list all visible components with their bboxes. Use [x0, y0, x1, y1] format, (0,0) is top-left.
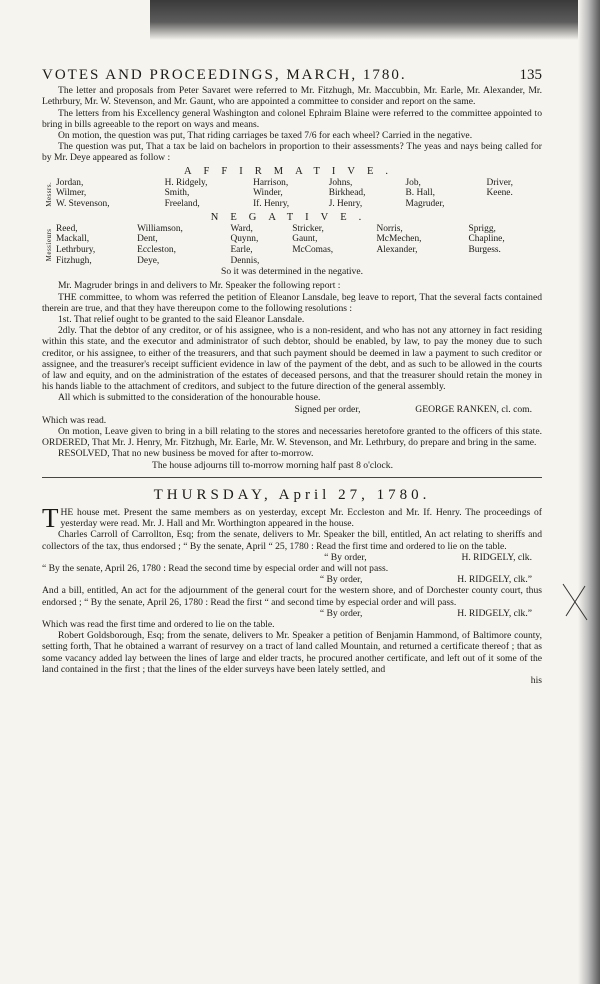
report-submitted: All which is submitted to the consideration of the honourable house. [58, 392, 321, 404]
by-order-label: “ By order, [324, 551, 367, 563]
drop-cap: T [42, 503, 59, 534]
affirmative-heading: AFFIRMATIVE. [183, 165, 401, 177]
name-cell: Dennis, [230, 255, 260, 266]
clerk-name: H. RIDGELY, clk. [461, 551, 532, 563]
report-body: THE committee, to whom was referred the petition of Eleanor Lansdale, beg leave to report, That the several facts contained therein are true, and that they have thereupon come to the following resolutions : [42, 291, 542, 314]
scan-shadow-right [578, 0, 600, 984]
report-signature [42, 404, 542, 415]
name-cell [485, 199, 542, 210]
name-cell: Ward, [230, 223, 253, 234]
name-cell: Alexander, [376, 245, 418, 255]
name-cell: Quynn, [230, 234, 259, 245]
catchword: his [530, 675, 542, 687]
paragraph-stores-bill: On motion, Leave given to bring in a bill relating to the stores and necessaries heretofore granted to the officers of this state. ORDERED, That Mr. J. Henry, Mr. Fitzhugh, Mr. Earle, Mr. W. Stevenson, and Mr. Lethrbury, do prepare and bring in the same. [42, 426, 542, 449]
negative-heading: NEGATIVE. [210, 211, 374, 223]
paragraph-second-reading: “ By the senate, April 26, 1780 : Read the second time by especial order and will not pass. [42, 563, 389, 575]
endorsement-signature-3 [42, 608, 542, 619]
name-cell: Winder, [253, 188, 283, 199]
affirmative-row [54, 188, 542, 199]
paragraph-adjournment-bill: And a bill, entitled, An act for the adjournment of the general court for the western shore, and of Dorchester county court, thus endorsed ; “ By the senate, April 26, 1780 : Read the first “ and second time by especial order and will pass. [42, 585, 542, 608]
negative-row [54, 234, 542, 245]
affirmative-label: Messrs. [45, 181, 53, 207]
paragraph-opening [42, 503, 542, 534]
report-intro: Mr. Magruder brings in and delivers to Mr. Speaker the following report : [58, 280, 341, 292]
name-cell: McMechen, [376, 234, 422, 245]
signed-per-order: Signed per order, [294, 403, 361, 415]
by-order-label: “ By order, [319, 574, 363, 586]
adjournment-note: The house adjourns till to-morrow morning half past 8 o'clock. [152, 459, 393, 471]
name-cell: J. Henry, [328, 199, 363, 210]
affirmative-table [54, 178, 542, 210]
name-cell: Mackall, [56, 234, 90, 245]
page-number: 135 [519, 67, 542, 83]
name-cell: B. Hall, [405, 188, 435, 199]
name-cell: Deye, [137, 255, 160, 266]
name-cell: Magruder, [405, 199, 445, 210]
name-cell: Job, [405, 177, 421, 188]
running-header [42, 67, 542, 83]
name-cell: Johns, [328, 177, 353, 188]
name-cell [467, 256, 543, 267]
name-cell: If. Henry, [253, 199, 290, 210]
paragraph-savaret: The letter and proposals from Peter Savaret were referred to Mr. Fitzhugh, Mr. Maccubbin, Mr. Earle, Mr. Alexander, Mr. Lethrbury, Mr. W. Stevenson, and Mr. Gaunt, who are appointed a committee to consider and report on the same. [42, 85, 542, 108]
name-cell [374, 256, 466, 267]
name-cell: W. Stevenson, [56, 199, 110, 210]
name-cell: Eccleston, [137, 245, 176, 255]
name-cell: Jordan, [56, 177, 84, 188]
name-cell: Reed, [56, 223, 78, 234]
by-order-label: “ By order, [319, 607, 363, 619]
name-cell: Keene. [486, 188, 513, 199]
name-cell: Fitzhugh, [56, 255, 92, 266]
name-cell: Lethrbury, [56, 245, 96, 255]
which-was-read: Which was read. [42, 414, 107, 426]
resolution-first: 1st. That relief ought to be granted to the said Eleanor Lansdale. [58, 314, 305, 325]
resolution-second: 2dly. That the debtor of any creditor, or of his assignee, who is a non-resident, and who has not any attorney in fact residing within this state, and the executor and administrator of such debtor, should be enabled, by law, to pay the money due to such creditor, or his assignee, to either of the treasurers, and that such payment should be deemed in law a payment to such creditor or assignee, and the treasurer's receipt sufficient evidence in law of the payment of the debt, and as such to be allowed in the courts of law and equity, and on the administration of the estates of deceased persons, and that the treasurer should retain the money in his hands liable to the attachment of creditors, and subject to the future direction of the general assembly. [42, 325, 542, 393]
negative-table [54, 224, 542, 266]
opening-text: HE house met. Present the same members as on yesterday, except Mr. Eccleston and Mr. If. Henry. The proceedings of yesterday were read. Mr. J. Hall and Mr. Worthington appeared in the house. [60, 507, 542, 530]
name-cell: Gaunt, [292, 234, 318, 245]
clerk-name: H. RIDGELY, clk.” [457, 574, 532, 586]
document-page [42, 67, 542, 687]
endorsement-signature-2 [42, 574, 542, 585]
name-cell: Birkhead, [328, 188, 366, 199]
negative-row [54, 245, 542, 256]
name-cell: Dent, [137, 234, 158, 245]
affirmative-row [54, 199, 542, 210]
signer-name: GEORGE RANKEN, cl. com. [415, 403, 532, 415]
name-cell: Stricker, [292, 223, 324, 234]
clerk-name: H. RIDGELY, clk.” [457, 607, 532, 619]
name-cell: Earle, [230, 245, 253, 255]
day-title: THURSDAY, April 27, 1780. [153, 486, 431, 503]
name-cell: Sprigg, [468, 223, 496, 234]
paragraph-resolved: RESOLVED, That no new business be moved for after to-morrow. [58, 448, 314, 460]
name-cell: Norris, [376, 223, 403, 234]
negative-label: Messieurs [45, 228, 53, 262]
name-cell: Wilmer, [56, 188, 87, 199]
name-cell: Smith, [164, 188, 190, 199]
name-cell: Williamson, [137, 223, 183, 234]
affirmative-list [44, 178, 542, 210]
section-divider [42, 477, 542, 478]
name-cell: Chapline, [468, 234, 505, 245]
name-cell [290, 256, 374, 267]
name-cell: Burgess. [468, 245, 501, 255]
pencil-mark-x [560, 580, 590, 624]
name-cell: Freeland, [164, 199, 200, 210]
paragraph-which-read: Which was read the first time and ordered to lie on the table. [42, 619, 275, 631]
paragraph-petition: Robert Goldsborough, Esq; from the senate, delivers to Mr. Speaker a petition of Benjamin Hammond, of Baltimore county, setting forth, That he obtained a warrant of resurvey on a tract of land called Mountain, and returned a certificate thereof ; that as some vacancy added lay between the lines of large and elder tracts, he procured another certificate, and left out of it some of the land contained in the first ; that the lines of the elder surveys have been lately settled, and [42, 630, 542, 675]
paragraph-bachelor-tax: The question was put, That a tax be laid on bachelors in proportion to their assessments? The yeas and nays being called for by Mr. Deye appeared as follow : [42, 141, 542, 164]
name-cell: McComas, [292, 245, 334, 255]
name-cell: Harrison, [253, 177, 289, 188]
negative-list [44, 224, 542, 266]
endorsement-signature-1 [42, 552, 542, 563]
name-cell: H. Ridgely, [164, 177, 208, 188]
affirmative-row [54, 178, 542, 189]
paragraph-carroll: Charles Carroll of Carrollton, Esq; from the senate, delivers to Mr. Speaker the bill, entitled, An act relating to sheriffs and collectors of the tax, thus endorsed ; “ By the senate, April “ 25, 1780 : Read the first time and ordered to lie on the table. [42, 529, 542, 552]
negative-row [54, 224, 542, 235]
running-title: VOTES AND PROCEEDINGS, MARCH, 1780. [42, 67, 407, 83]
vote-result: So it was determined in the negative. [220, 266, 363, 278]
scan-shadow-top [150, 0, 600, 40]
paragraph-washington: The letters from his Excellency general Washington and colonel Ephraim Blaine were referred to the committee appointed to bring in bills agreeable to the report on ways and means. [42, 107, 542, 130]
paragraph-carriage-tax: On motion, the question was put, That riding carriages be taxed 7/6 for each wheel? Carried in the negative. [58, 130, 473, 142]
negative-row [54, 256, 542, 267]
name-cell: Driver, [486, 177, 513, 188]
